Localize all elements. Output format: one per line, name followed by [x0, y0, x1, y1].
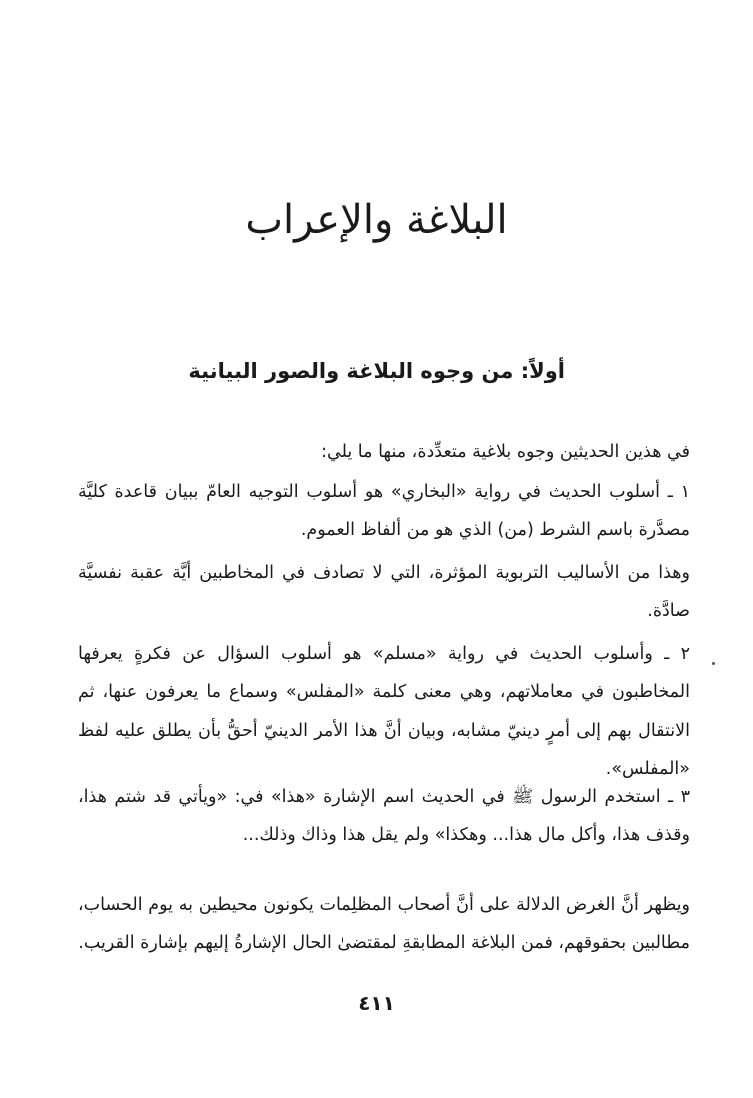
page-number: ٤١١ — [358, 991, 395, 1015]
paragraph-2: وهذا من الأساليب التربوية المؤثرة، التي لا تصادف في المخاطبين أيَّة عقبة نفسيَّة صادَّة. — [78, 562, 690, 621]
paragraph-1: ١ ـ أسلوب الحديث في رواية «البخاري» هو أسلوب التوجيه العامّ ببيان قاعدة كليَّة مصدَّرة باسم الشرط (من) الذي هو من ألفاظ العموم. — [78, 481, 690, 540]
paragraph-intro: في هذين الحديثين وجوه بلاغية متعدِّدة، منها ما يلي: — [321, 441, 690, 462]
paragraph-5: ويظهر أنَّ الغرض الدلالة على أنَّ أصحاب المظلِمات يكونون محيطين به يوم الحساب، مطالبين بحقوقهم، فمن البلاغة المطابقةِ لمقتضىٰ الحال الإشارةُ إليهم بإشارة القريب. — [78, 894, 690, 953]
section-heading: أولاً: من وجوه البلاغة والصور البيانية — [188, 359, 565, 383]
paragraph-3: ٢ ـ وأسلوب الحديث في رواية «مسلم» هو أسلوب السؤال عن فكرةٍ يعرفها المخاطبون في معاملاتهم، وهي معنى كلمة «المفلس» وسماع ما يعرفون عنها، ثم الانتقال بهم إلى أمرٍ دينيّ مشابه، وبيان أنَّ هذا الأمر الدينيّ أحقُّ بأن يطلق عليه لفظ «المفلس». — [78, 643, 690, 779]
margin-dot — [712, 662, 715, 665]
chapter-title: البلاغة والإعراب — [245, 197, 508, 243]
paragraph-4: ٣ ـ استخدم الرسول ﷺ في الحديث اسم الإشارة «هذا» في: «ويأتي قد شتم هذا، وقذف هذا، وأكل مال هذا... وهكذا» ولم يقل هذا وذاك وذلك... — [78, 786, 690, 845]
